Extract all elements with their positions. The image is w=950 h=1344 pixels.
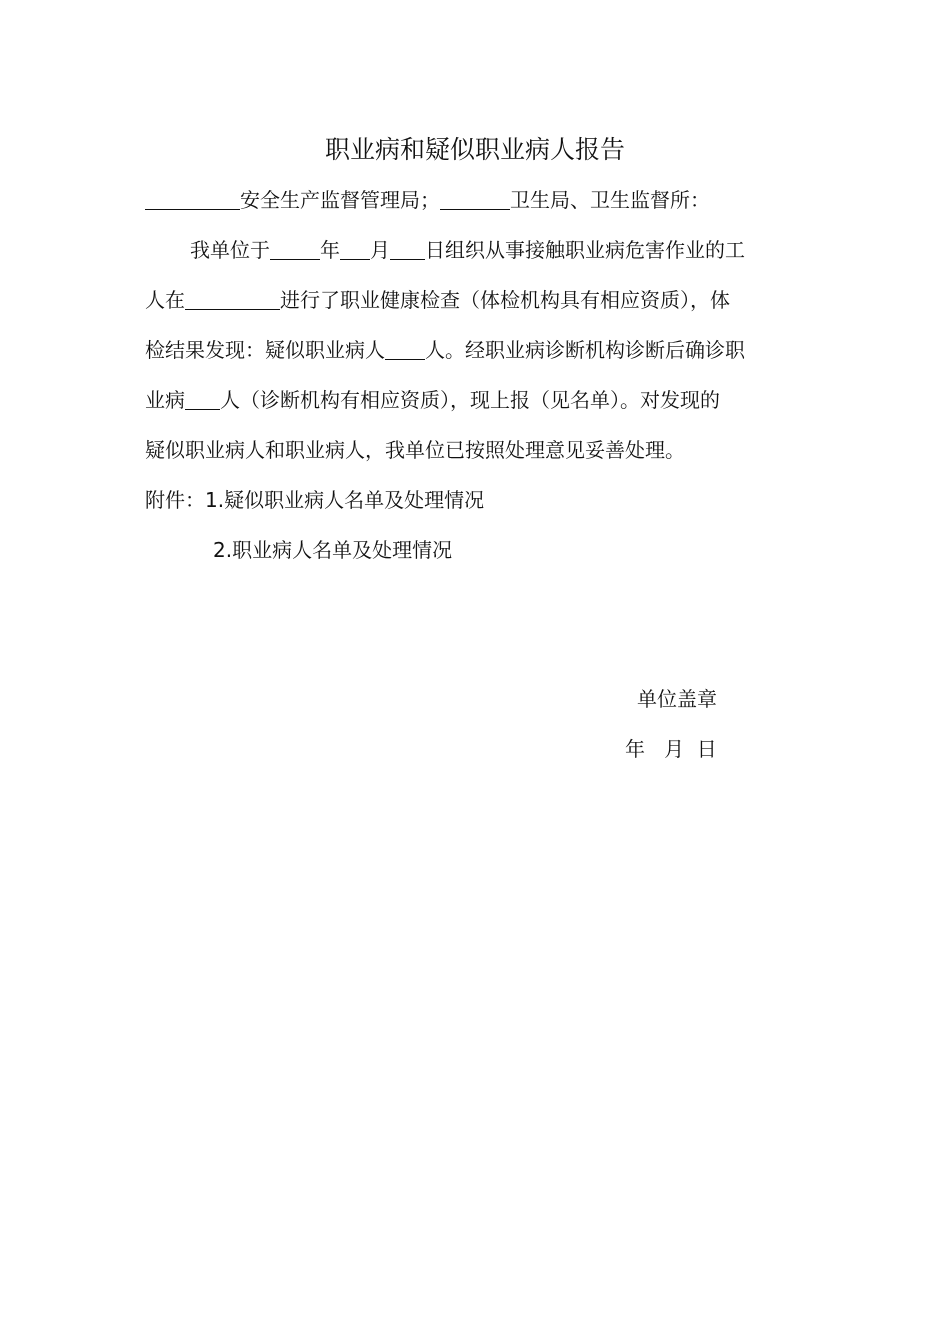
attachment-item-2: 2.职业病人名单及处理情况	[213, 538, 453, 562]
blank-field	[340, 239, 370, 260]
body-text: 人（诊断机构有相应资质），现上报（见名单）。对发现的	[220, 388, 720, 412]
body-text: 日组织从事接触职业病危害作业的工	[425, 238, 745, 262]
body-text: 我单位于	[190, 238, 270, 262]
body-text: 进行了职业健康检查（体检机构具有相应资质），体	[280, 288, 730, 312]
body-line-1	[190, 236, 745, 264]
body-line-3	[145, 336, 745, 364]
body-line-5	[145, 436, 685, 464]
body-text: 人在	[145, 288, 185, 312]
blank-field	[390, 239, 425, 260]
attachments-line-1	[145, 486, 484, 514]
body-text: 检结果发现：疑似职业病人	[145, 338, 385, 362]
attachments-label: 附件：	[145, 488, 205, 512]
body-line-4	[145, 386, 720, 414]
attachment-item-1: 1.疑似职业病人名单及处理情况	[205, 488, 485, 512]
document-title: 职业病和疑似职业病人报告	[324, 135, 625, 164]
blank-field	[185, 389, 220, 410]
addressee-part2: 卫生局、卫生监督所：	[510, 188, 710, 212]
blank-field	[145, 189, 240, 210]
body-text: 年	[320, 238, 340, 262]
body-text: 业病	[145, 388, 185, 412]
unit-seal: 单位盖章	[637, 687, 717, 711]
blank-field	[185, 289, 280, 310]
addressee-part1: 安全生产监督管理局；	[240, 188, 440, 212]
blank-field	[385, 339, 425, 360]
body-line-2	[145, 286, 730, 314]
addressee-line	[145, 186, 710, 214]
blank-field	[440, 189, 510, 210]
body-text: 人。经职业病诊断机构诊断后确诊职	[425, 338, 745, 362]
body-text: 疑似职业病人和职业病人，我单位已按照处理意见妥善处理。	[145, 438, 685, 462]
body-text: 月	[370, 238, 390, 262]
attachments-line-2	[213, 536, 452, 564]
blank-field	[270, 239, 320, 260]
signature-date: 年 月 日	[625, 737, 717, 761]
